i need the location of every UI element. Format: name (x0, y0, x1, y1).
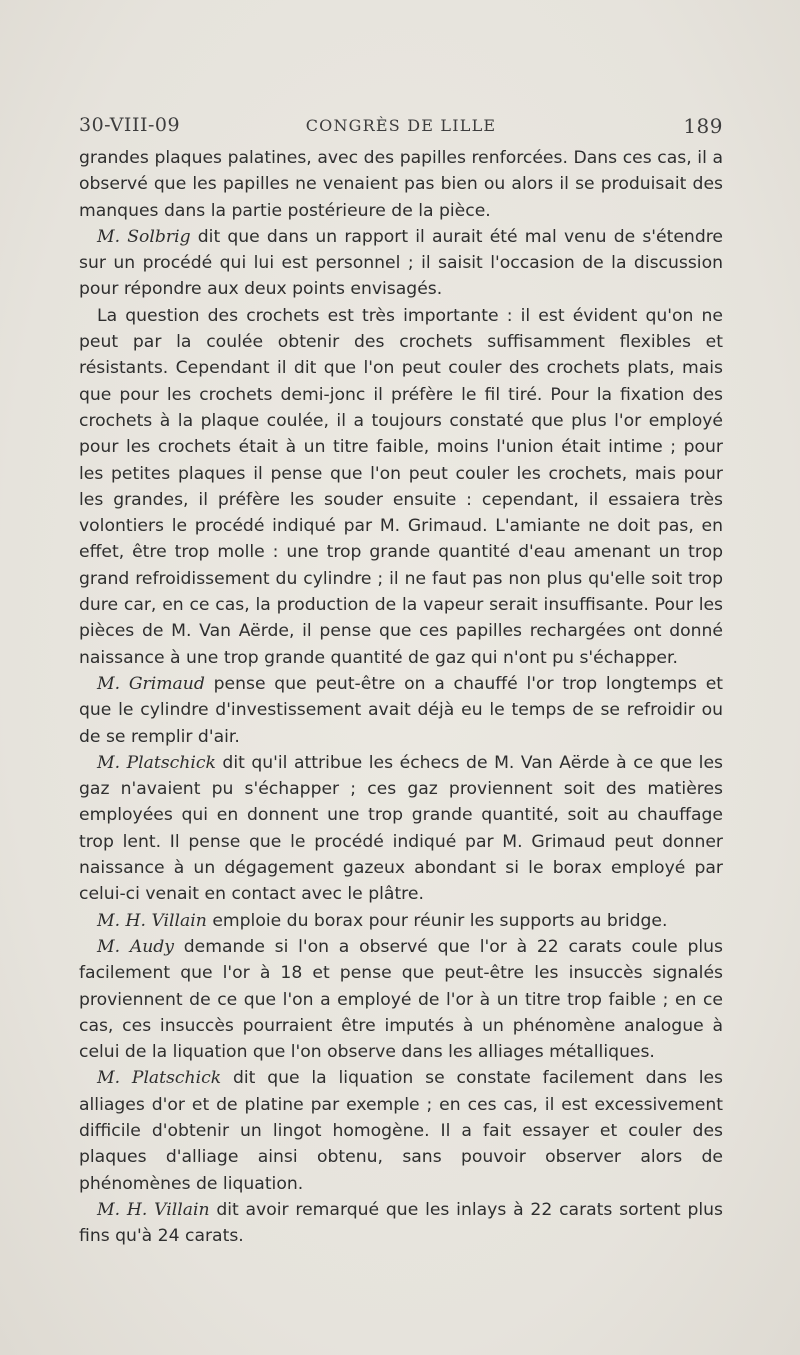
paragraph-text: dit avoir remarqué que les inlays à 22 carats sortent plus fins qu'à 24 carats. (79, 1199, 723, 1247)
header-date: 30-VIII-09 (79, 114, 181, 136)
speaker-name: M. H. Villain (97, 910, 207, 931)
running-header (79, 114, 723, 144)
paragraph-text: dit que dans un rapport il aurait été mal venu de s'étendre sur un procédé qui lui est personnel ; il saisit l'occasion de la discussion pour répondre aux deux points envisagés. (79, 226, 723, 300)
paragraph-audy (79, 934, 723, 1065)
paragraph-grimaud (79, 671, 723, 750)
page-number: 189 (683, 114, 723, 138)
paragraph-platschick-2 (79, 1065, 723, 1196)
paragraph-solbrig (79, 224, 723, 303)
paragraph-text: La question des crochets est très importante : il est évident qu'on ne peut par la coulée obtenir des crochets suffisamment flexibles et résistants. Cependant il dit que l'on peut couler des crochets plats, mais que pour les crochets demi-jonc il préfère le fil tiré. Pour la fixation des crochets à la plaque coulée, il a toujours constaté que plus l'or employé pour les crochets était à un titre faible, moins l'union était intime ; pour les petites plaques il pense que l'on peut couler les crochets, mais pour les grandes, il préfère les souder ensuite : cependant, il essaiera très volontiers le procédé indiqué par M. Grimaud. L'amiante ne doit pas, en effet, être trop molle : une trop grande quantité d'eau amenant un trop grand refroidissement du cylindre ; il ne faut pas non plus qu'elle soit trop dure car, en ce cas, la production de la vapeur serait insuffisante. Pour les pièces de M. Van Aërde, il pense que ces papilles rechargées ont donné naissance à une trop grande quantité de gaz qui n'ont pu s'échapper. (79, 305, 723, 668)
speaker-name: M. Platschick (97, 752, 216, 773)
speaker-name: M. Platschick (97, 1068, 222, 1089)
paragraph-text: demande si l'on a observé que l'or à 22 carats coule plus facilement que l'or à 18 et pense que peut-être les insuccès signalés proviennent de ce que l'on a employé de l'or à un titre trop faible ; en ce cas, ces insuccès pourraient être imputés à un phénomène analogue à celui de la liquation que l'on observe dans les alliages métalliques. (79, 936, 723, 1063)
paragraph-text: dit qu'il attribue les échecs de M. Van Aërde à ce que les gaz n'avaient pu s'échapper ; ces gaz proviennent soit des matières employées qui en donnent une trop grande quantité, soit au chauffage trop lent. Il pense que le procédé indiqué par M. Grimaud peut donner naissance à un dégagement gazeux abondant si le borax employé par celui-ci venait en contact avec le plâtre. (79, 752, 723, 905)
paragraph-villain-1 (79, 908, 723, 934)
speaker-name: M. Grimaud (97, 673, 205, 694)
header-title: CONGRÈS DE LILLE (305, 116, 497, 135)
paragraph-text: emploie du borax pour réunir les supports au bridge. (206, 910, 668, 931)
paragraph-text: dit que la liquation se constate facilement dans les alliages d'or et de platine par exemple ; en ces cas, il est excessivement difficile d'obtenir un lingot homogène. Il a fait essayer et couler des plaques d'alliage ainsi obtenu, sans pouvoir observer alors de phénomènes de liquation. (79, 1068, 724, 1194)
paragraph-text: pense que peut-être on a chauffé l'or trop longtemps et que le cylindre d'investissement avait déjà eu le temps de se refroidir ou de se remplir d'air. (79, 673, 724, 747)
paragraph-platschick-1 (79, 750, 723, 908)
speaker-name: M. Solbrig (97, 226, 191, 247)
paragraph-villain-2 (79, 1197, 723, 1250)
speaker-name: M. Audy (97, 936, 175, 957)
paragraph-text: grandes plaques palatines, avec des papilles renforcées. Dans ces cas, il a observé que les papilles ne venaient pas bien ou alors il se produisait des manques dans la partie postérieure de la pièce. (79, 148, 723, 221)
paragraph-crochets (79, 303, 723, 671)
body-text (79, 145, 723, 1249)
paragraph-continuation (79, 145, 723, 224)
speaker-name: M. H. Villain (97, 1199, 210, 1220)
